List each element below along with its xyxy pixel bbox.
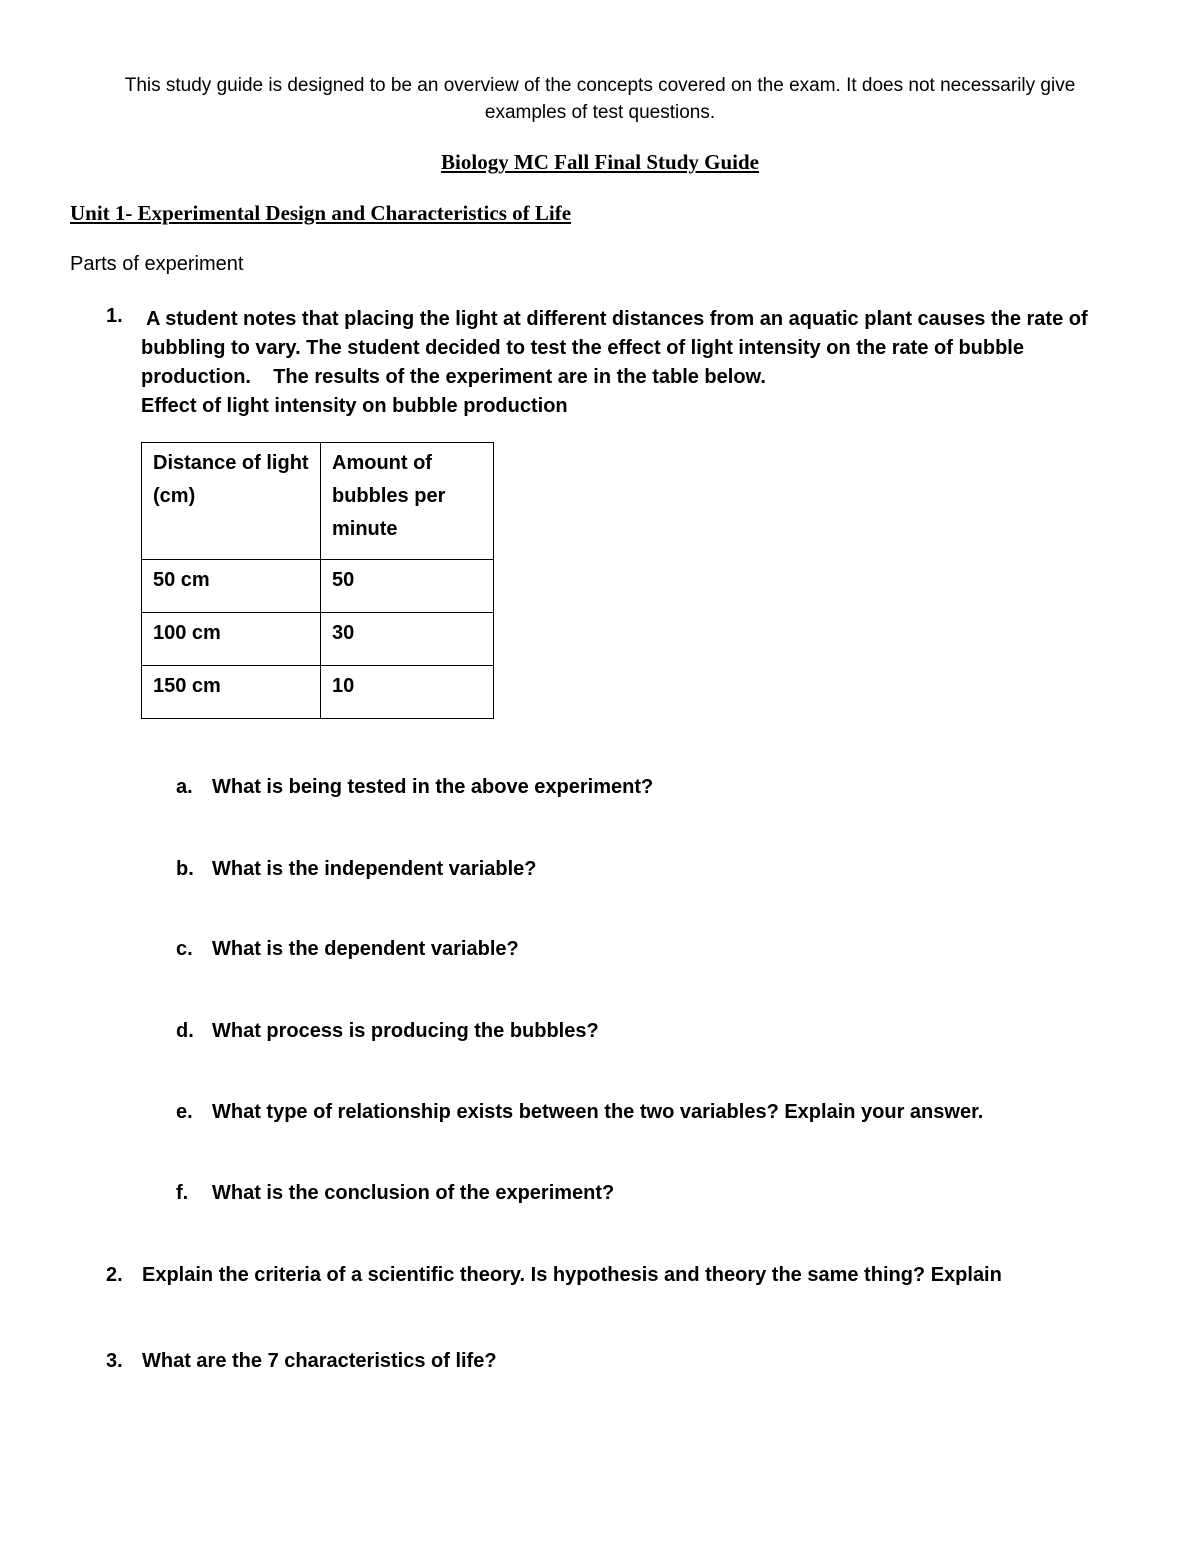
table-cell: 10 [321,666,494,719]
subquestion-a [176,776,653,799]
subquestion-b [176,858,537,881]
subquestion-label: b. [176,858,194,880]
subquestion-f [176,1182,614,1205]
table-cell: 30 [321,613,494,666]
page-title: Biology MC Fall Final Study Guide [441,150,759,174]
intro-note [80,72,1120,126]
table-row [142,560,494,613]
table-cell: 100 cm [142,613,321,666]
subquestion-d [176,1020,599,1043]
question-3-text: What are the 7 characteristics of life? [142,1350,497,1372]
question-1-text [141,305,1131,421]
subquestion-text: What is being tested in the above experiment? [212,776,654,798]
subquestion-label: f. [176,1182,189,1204]
question-2 [106,1264,1002,1287]
subquestion-label: e. [176,1101,193,1123]
question-1-number: 1. [106,305,123,327]
table-header-row [142,443,494,560]
subquestion-text: What process is producing the bubbles? [212,1020,599,1042]
subquestion-text: What is the conclusion of the experiment? [212,1182,615,1204]
table-row [142,666,494,719]
subquestion-e [176,1101,983,1124]
question-2-number: 2. [106,1264,123,1286]
subquestion-label: d. [176,1020,194,1042]
table-cell: 50 cm [142,560,321,613]
table-cell: 50 [321,560,494,613]
question-1-line-1: A student notes that placing the light at different distances from an aquatic plant causes the rate of [146,308,1088,330]
intro-line-2: examples of test questions. [484,102,716,123]
question-1-line-3: production. The results of the experiment are in the table below. [141,366,766,388]
question-3-number: 3. [106,1350,123,1372]
subquestion-text: What is the dependent variable? [212,938,519,960]
table-row [142,613,494,666]
intro-line-1: This study guide is designed to be an overview of the concepts covered on the exam. It does not necessarily give [124,75,1076,96]
unit-heading: Unit 1- Experimental Design and Characteristics of Life [70,201,572,225]
table-header-cell: Distance of light (cm) [142,443,321,560]
table-caption: Effect of light intensity on bubble production [141,395,568,417]
subquestion-text: What is the independent variable? [212,858,537,880]
question-2-text: Explain the criteria of a scientific theory. Is hypothesis and theory the same thing? Explain [142,1264,1002,1286]
table-cell: 150 cm [142,666,321,719]
question-1-line-2: bubbling to vary. The student decided to test the effect of light intensity on the rate of bubble [141,337,1024,359]
table-header-cell: Amount of bubbles per minute [321,443,494,560]
results-table [141,442,494,719]
question-3 [106,1350,497,1373]
subquestion-c [176,938,519,961]
subquestion-label: c. [176,938,193,960]
section-heading: Parts of experiment [70,253,244,275]
subquestion-label: a. [176,776,193,798]
subquestion-text: What type of relationship exists between the two variables? Explain your answer. [212,1101,984,1123]
